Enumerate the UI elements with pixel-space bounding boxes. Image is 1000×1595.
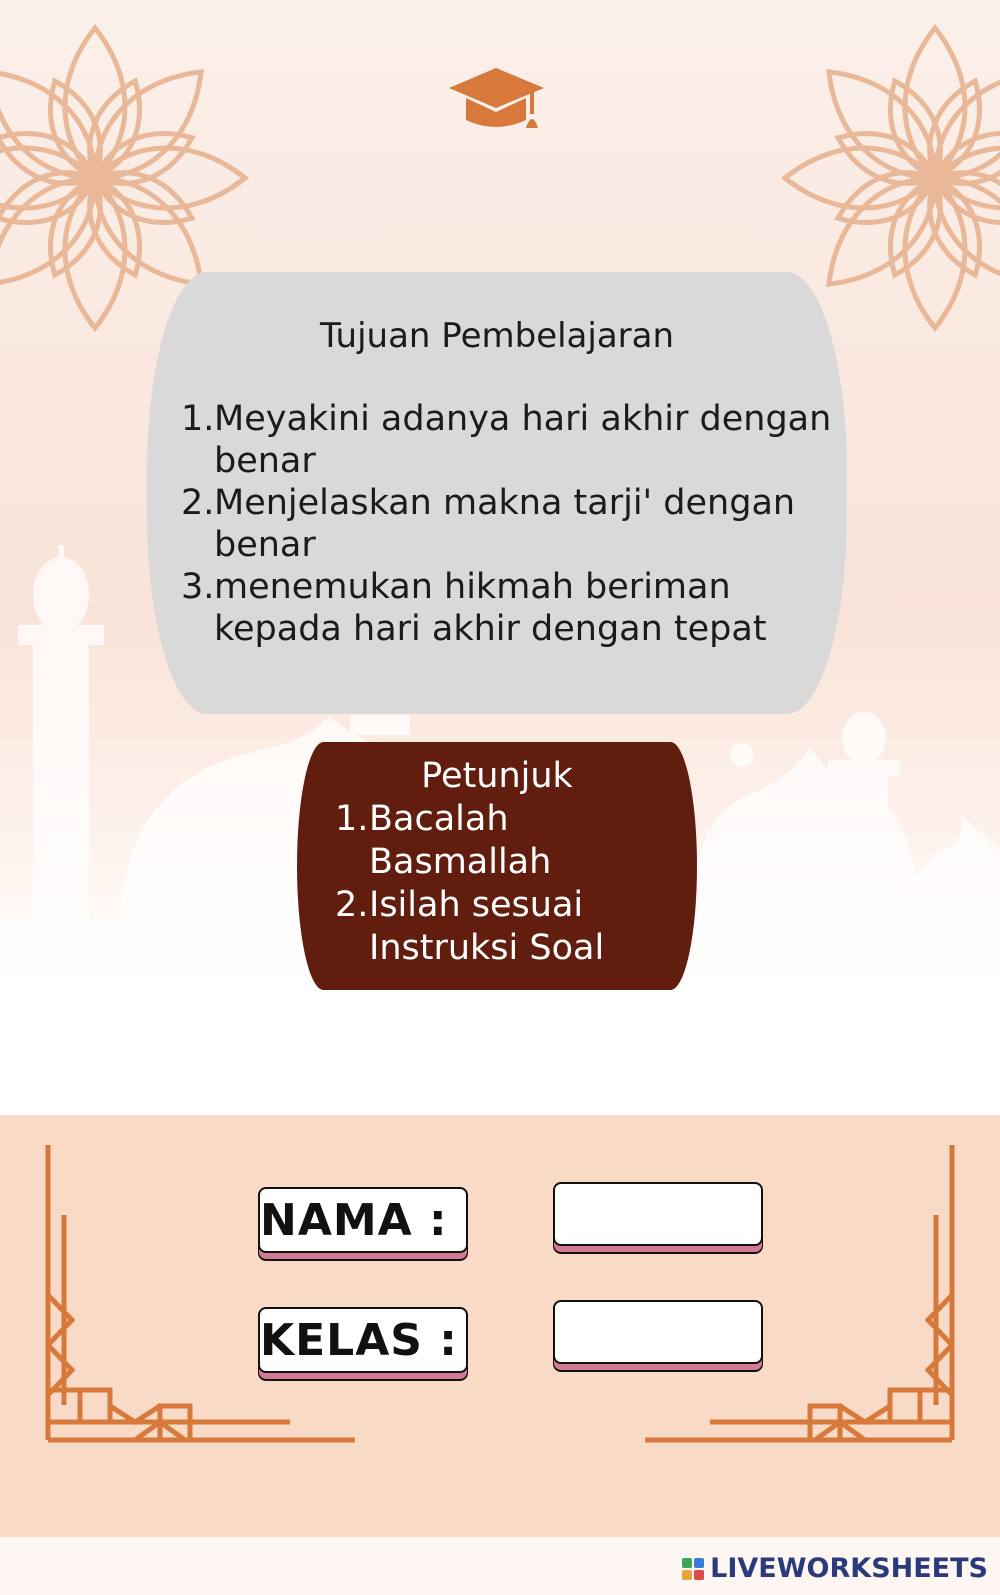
class-field[interactable] — [553, 1300, 763, 1364]
corner-frame-icon — [0, 1140, 1000, 1460]
graduation-cap-icon — [444, 62, 554, 138]
class-label: KELAS : — [258, 1307, 468, 1373]
objectives-title: Tujuan Pembelajaran — [319, 316, 675, 356]
item-number: 2. — [335, 885, 369, 925]
item-text: menemukan hikmah beriman kepada hari akhir dengan tepat — [214, 567, 767, 649]
list-item — [181, 398, 847, 482]
list-item — [181, 482, 847, 566]
instructions-card — [297, 742, 697, 990]
item-number: 3. — [181, 567, 215, 607]
item-text: Meyakini adanya hari akhir dengan benar — [214, 399, 832, 481]
brand-logo[interactable] — [682, 1553, 988, 1584]
item-number: 2. — [181, 483, 215, 523]
list-item — [181, 566, 847, 650]
list-item — [335, 798, 697, 884]
list-item — [335, 884, 697, 970]
liveworksheets-logo-icon — [682, 1558, 704, 1580]
item-number: 1. — [335, 799, 369, 839]
item-text: Isilah sesuai Instruksi Soal — [369, 885, 605, 968]
instructions-title: Petunjuk — [421, 756, 573, 796]
item-text: Menjelaskan makna tarji' dengan benar — [214, 483, 796, 565]
item-text: Bacalah Basmallah — [369, 799, 552, 882]
name-field[interactable] — [553, 1182, 763, 1246]
objectives-list — [181, 398, 847, 650]
objectives-card — [147, 272, 847, 714]
item-number: 1. — [181, 399, 215, 439]
brand-name: LIVEWORKSHEETS — [710, 1553, 988, 1584]
name-label: NAMA : — [258, 1187, 468, 1253]
